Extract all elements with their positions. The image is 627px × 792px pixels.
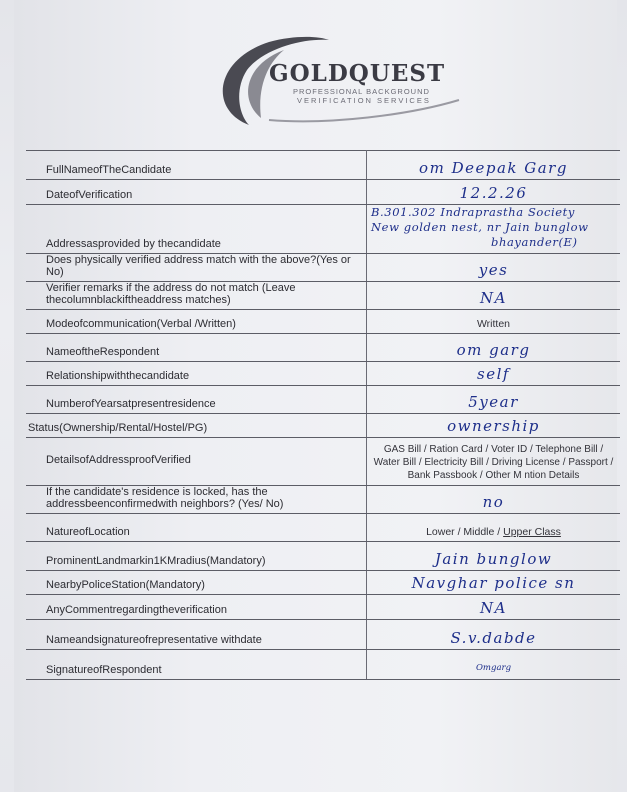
location-options-text: Lower / Middle / bbox=[426, 526, 504, 538]
row-label: DetailsofAddressproofVerified bbox=[26, 438, 367, 486]
row-label: AnyCommentregardingtheverification bbox=[26, 595, 367, 620]
row-value bbox=[367, 151, 621, 180]
row-value: Written bbox=[367, 310, 621, 334]
row-value bbox=[367, 414, 621, 438]
row-value bbox=[367, 282, 621, 310]
verification-form-sheet bbox=[14, 0, 617, 792]
row-value bbox=[367, 334, 621, 362]
row-label: FullNameofTheCandidate bbox=[26, 151, 367, 180]
row-value bbox=[367, 205, 621, 254]
row-value bbox=[367, 386, 621, 414]
table-row bbox=[26, 362, 620, 386]
row-label: NameoftheRespondent bbox=[26, 334, 367, 362]
handwritten-value: bhayander(E) bbox=[491, 235, 578, 249]
row-label: NearbyPoliceStation(Mandatory) bbox=[26, 571, 367, 595]
table-row bbox=[26, 414, 620, 438]
handwritten-value: NA bbox=[480, 289, 507, 307]
row-label: Status(Ownership/Rental/Hostel/PG) bbox=[26, 414, 367, 438]
handwritten-value: 5year bbox=[468, 393, 519, 411]
table-row bbox=[26, 595, 620, 620]
goldquest-logo bbox=[209, 30, 469, 130]
table-row bbox=[26, 620, 620, 650]
table-row bbox=[26, 282, 620, 310]
row-label: Nameandsignatureofrepresentative withdate bbox=[26, 620, 367, 650]
handwritten-value: om Deepak Garg bbox=[419, 159, 568, 177]
row-value bbox=[367, 254, 621, 282]
row-value bbox=[367, 650, 621, 680]
row-label: Does physically verified address match with the above?(Yes or No) bbox=[26, 254, 367, 282]
table-row bbox=[26, 486, 620, 514]
table-row bbox=[26, 386, 620, 414]
handwritten-value: 12.2.26 bbox=[459, 184, 528, 202]
table-row bbox=[26, 254, 620, 282]
handwritten-value: New golden nest, nr Jain bunglow bbox=[371, 220, 589, 234]
row-value bbox=[367, 180, 621, 205]
row-value bbox=[367, 595, 621, 620]
handwritten-value: no bbox=[482, 493, 505, 511]
logo-name: GOLDQUEST bbox=[269, 60, 446, 87]
verification-table bbox=[26, 150, 620, 680]
table-row bbox=[26, 310, 620, 334]
handwritten-value: Navghar police sn bbox=[411, 574, 576, 592]
row-value bbox=[367, 362, 621, 386]
handwritten-value: B.301.302 Indraprastha Society bbox=[371, 205, 575, 219]
handwritten-value: Jain bunglow bbox=[434, 550, 553, 568]
row-label: SignatureofRespondent bbox=[26, 650, 367, 680]
respondent-signature: Omgarg bbox=[475, 663, 512, 673]
row-label: Relationshipwiththecandidate bbox=[26, 362, 367, 386]
handwritten-value: NA bbox=[480, 599, 507, 617]
selected-location-option: Upper Class bbox=[503, 526, 561, 538]
table-row bbox=[26, 514, 620, 542]
row-label: DateofVerification bbox=[26, 180, 367, 205]
table-row bbox=[26, 334, 620, 362]
row-label: Addressasprovided by thecandidate bbox=[26, 205, 367, 254]
row-label: Modeofcommunication(Verbal /Written) bbox=[26, 310, 367, 334]
table-row bbox=[26, 180, 620, 205]
row-value bbox=[367, 542, 621, 571]
row-label: NatureofLocation bbox=[26, 514, 367, 542]
row-label: If the candidate's residence is locked, has the addressbeenconfirmedwith neighbors? (Yes/ No) bbox=[26, 486, 367, 514]
handwritten-value: ownership bbox=[447, 417, 540, 435]
row-label: Verifier remarks if the address do not match (Leave thecolumnblackiftheaddress matches) bbox=[26, 282, 367, 310]
table-row bbox=[26, 542, 620, 571]
logo-tagline-1: PROFESSIONAL BACKGROUND bbox=[293, 87, 430, 96]
table-row bbox=[26, 438, 620, 486]
row-value bbox=[367, 571, 621, 595]
row-label: NumberofYearsatpresentresidence bbox=[26, 386, 367, 414]
row-value bbox=[367, 486, 621, 514]
table-row bbox=[26, 151, 620, 180]
row-label: ProminentLandmarkin1KMradius(Mandatory) bbox=[26, 542, 367, 571]
handwritten-value: S.v.dabde bbox=[450, 629, 537, 647]
row-value: GAS Bill / Ration Card / Voter ID / Telephone Bill / Water Bill / Electricity Bill / Driving License / Passport / Bank Passbook / Other M ntion Details bbox=[367, 438, 621, 486]
table-row bbox=[26, 650, 620, 680]
row-value bbox=[367, 514, 621, 542]
table-row bbox=[26, 205, 620, 254]
handwritten-value: om garg bbox=[456, 341, 531, 359]
logo-tagline-2: VERIFICATION SERVICES bbox=[297, 96, 431, 105]
handwritten-value: yes bbox=[478, 261, 509, 279]
row-value bbox=[367, 620, 621, 650]
handwritten-value: self bbox=[477, 365, 510, 383]
table-row bbox=[26, 571, 620, 595]
